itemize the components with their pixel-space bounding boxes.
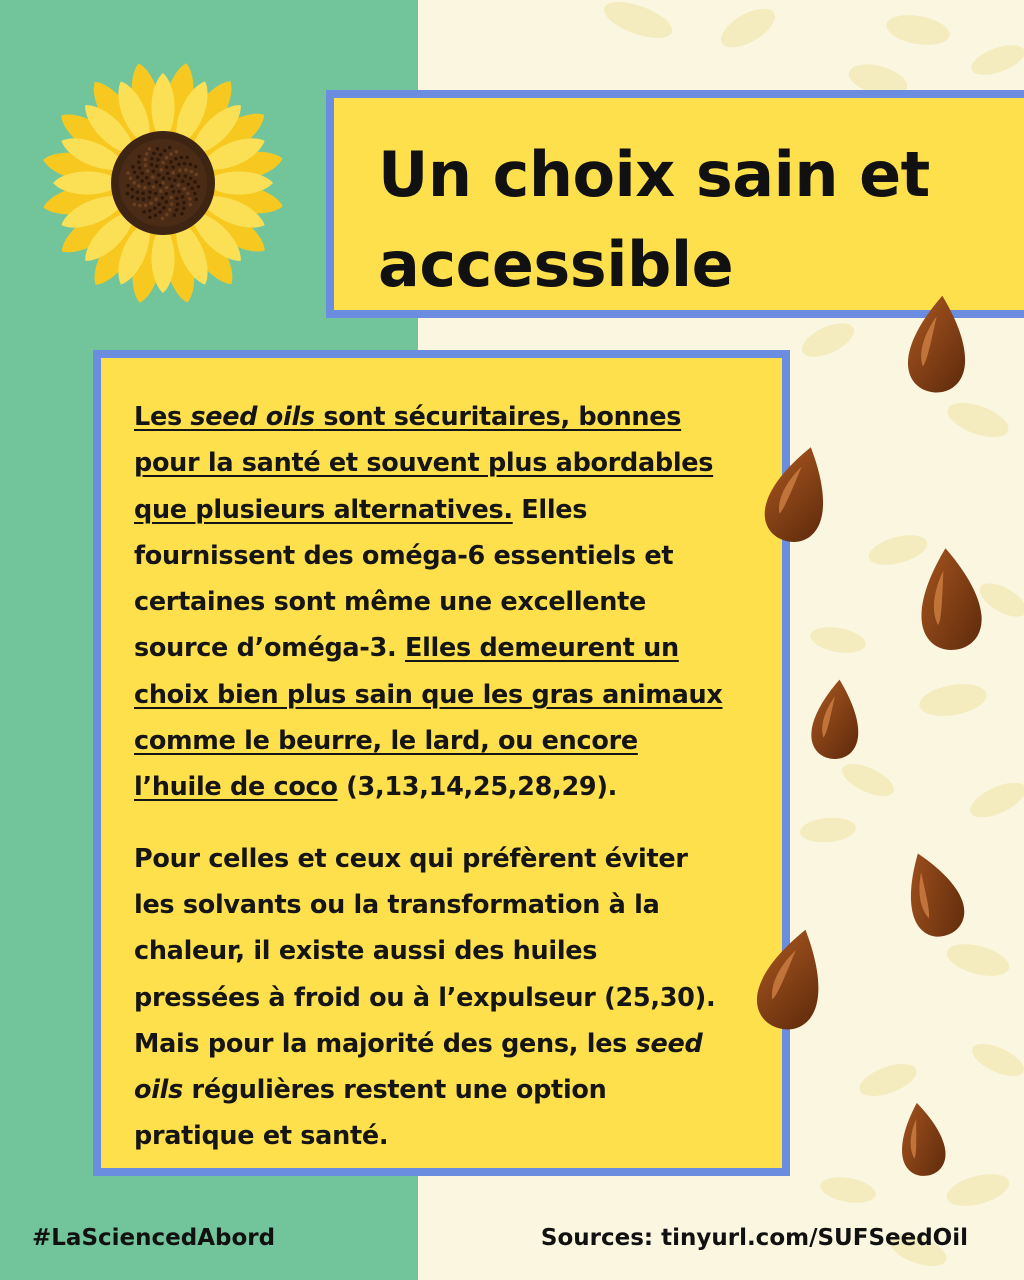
text-span: les solvants ou la transformation à la xyxy=(134,889,660,920)
text-span: pratique et santé. xyxy=(134,1121,389,1152)
text-span: Mais pour la majorité des gens, les xyxy=(134,1028,636,1059)
text-span: Elles xyxy=(512,494,588,525)
hashtag-text: #LaSciencedAbord xyxy=(32,1225,276,1251)
page-title xyxy=(378,130,978,310)
text-span: pour la santé et souvent plus abordables xyxy=(134,448,714,479)
citation-text: (3,13,14,25,28,29). xyxy=(337,772,618,803)
sunflower-illustration xyxy=(38,58,288,308)
italic-text: seed oils xyxy=(190,402,315,432)
title-box xyxy=(326,90,1024,318)
text-span: Pour celles et ceux qui préfèrent éviter xyxy=(134,843,688,874)
paragraph-2 xyxy=(134,836,762,1160)
text-span: que plusieurs alternatives. xyxy=(134,494,513,525)
text-span: régulières restent une option xyxy=(182,1075,607,1106)
underlined-text xyxy=(134,402,713,525)
text-span: chaleur, il existe aussi des huiles xyxy=(134,936,598,967)
title-line-1: Un choix sain et xyxy=(378,138,930,211)
text-span: source d’oméga-3. xyxy=(134,633,405,664)
paragraph-1 xyxy=(134,394,762,811)
text-span: fournissent des oméga-6 essentiels et xyxy=(134,540,674,571)
italic-text: oils xyxy=(134,1075,183,1106)
sources-link[interactable]: Sources: tinyurl.com/SUFSeedOil xyxy=(540,1225,968,1251)
text-span: choix bien plus sain que les gras animaux xyxy=(134,679,723,710)
italic-text: seed xyxy=(635,1028,703,1059)
text-span: sont sécuritaires, bonnes xyxy=(314,402,682,432)
text-span: certaines sont même une excellente xyxy=(134,587,647,618)
text-span: Les xyxy=(134,402,191,432)
title-line-2: accessible xyxy=(378,228,734,301)
text-span: pressées à froid ou à l’expulseur (25,30). xyxy=(134,982,716,1013)
text-span: comme le beurre, le lard, ou encore xyxy=(134,726,638,757)
text-span: Elles demeurent un xyxy=(405,633,679,664)
text-span: l’huile de coco xyxy=(134,772,338,803)
body-text-box xyxy=(93,350,790,1176)
